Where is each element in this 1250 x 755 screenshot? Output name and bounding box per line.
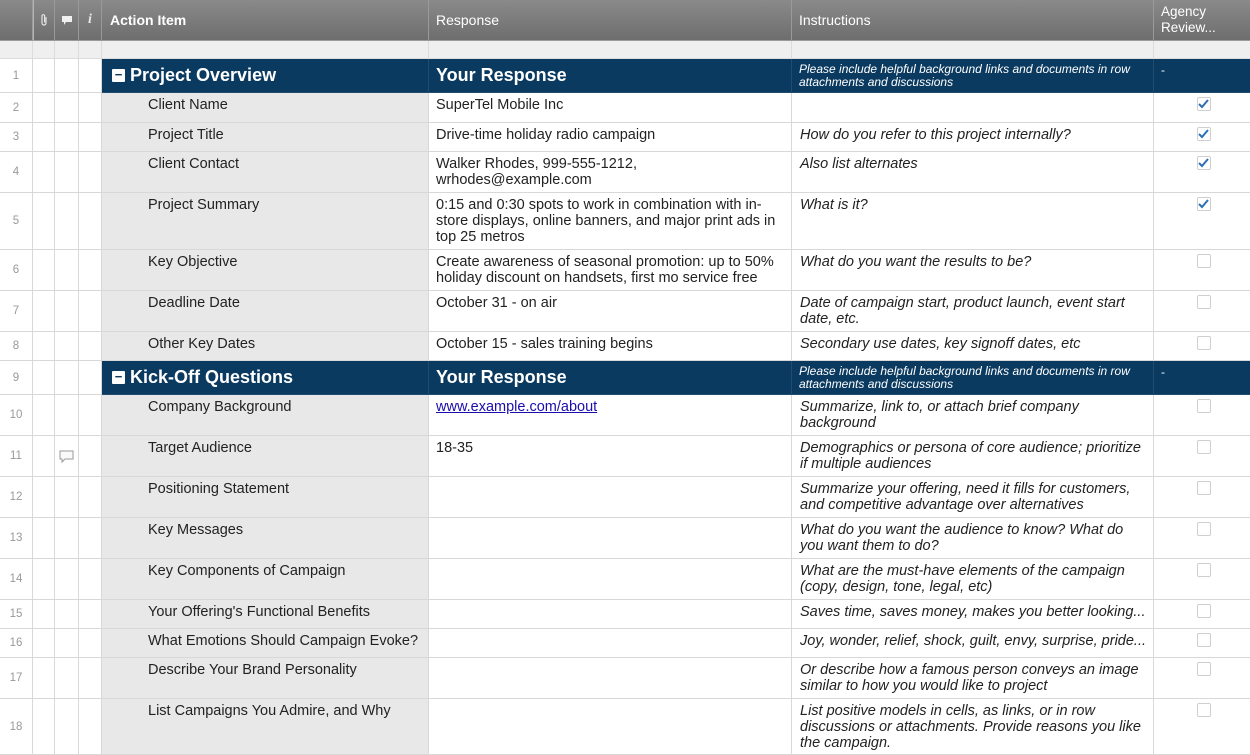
instructions-cell[interactable]: Joy, wonder, relief, shock, guilt, envy, surprise, pride... — [792, 629, 1154, 658]
discussions-column-header[interactable] — [55, 0, 79, 41]
row-number[interactable]: 15 — [0, 600, 33, 629]
discussion-cell[interactable] — [55, 395, 79, 436]
row-number[interactable]: 14 — [0, 559, 33, 600]
attachment-cell[interactable] — [33, 436, 55, 477]
unchecked-checkbox[interactable] — [1197, 522, 1211, 536]
checked-checkbox[interactable] — [1197, 197, 1211, 211]
response-text: October 15 - sales training begins — [436, 336, 653, 352]
row-number[interactable]: 2 — [0, 93, 33, 123]
instructions-cell[interactable]: Date of campaign start, product launch, event start date, etc. — [792, 291, 1154, 332]
response-cell[interactable] — [429, 332, 792, 361]
discussion-cell[interactable] — [55, 291, 79, 332]
action-item-cell[interactable]: Client Contact — [102, 152, 429, 193]
info-cell[interactable] — [79, 332, 102, 361]
response-link[interactable]: www.example.com/about — [436, 399, 598, 415]
table-row[interactable] — [0, 250, 1250, 291]
instructions-cell[interactable]: What is it? — [792, 193, 1154, 250]
row-number[interactable]: 6 — [0, 250, 33, 291]
agency-review-cell[interactable] — [1154, 477, 1250, 518]
agency-review-cell[interactable] — [1154, 93, 1250, 123]
info-cell[interactable] — [79, 658, 102, 699]
section-title-cell[interactable] — [102, 59, 429, 93]
table-row[interactable] — [0, 436, 1250, 477]
collapse-icon[interactable]: − — [112, 69, 125, 82]
discussion-cell[interactable] — [55, 629, 79, 658]
info-cell[interactable] — [79, 477, 102, 518]
attachment-cell[interactable] — [33, 123, 55, 152]
action-item-cell[interactable]: What Emotions Should Campaign Evoke? — [102, 629, 429, 658]
unchecked-checkbox[interactable] — [1197, 563, 1211, 577]
attachments-column-header[interactable] — [33, 0, 55, 41]
action-item-cell[interactable]: Other Key Dates — [102, 332, 429, 361]
row-number[interactable]: 3 — [0, 123, 33, 152]
section-row[interactable] — [0, 361, 1250, 395]
action-item-cell[interactable]: Describe Your Brand Personality — [102, 658, 429, 699]
discussion-cell[interactable] — [55, 250, 79, 291]
comment-icon[interactable] — [59, 450, 74, 464]
attachment-cell[interactable] — [33, 59, 55, 93]
action-item-cell[interactable]: Key Messages — [102, 518, 429, 559]
attachment-cell[interactable] — [33, 250, 55, 291]
table-row[interactable] — [0, 332, 1250, 361]
unchecked-checkbox[interactable] — [1197, 604, 1211, 618]
unchecked-checkbox[interactable] — [1197, 399, 1211, 413]
instructions-column-header[interactable]: Instructions — [792, 0, 1154, 41]
response-cell[interactable] — [429, 123, 792, 152]
attachment-cell[interactable] — [33, 658, 55, 699]
row-number[interactable]: 9 — [0, 361, 33, 395]
response-text: Create awareness of seasonal promotion: up to 50% holiday discount on handsets, first mo service free — [436, 254, 774, 286]
attachment-cell[interactable] — [33, 332, 55, 361]
attachment-cell[interactable] — [33, 518, 55, 559]
discussion-cell[interactable] — [55, 361, 79, 395]
unchecked-checkbox[interactable] — [1197, 662, 1211, 676]
comment-icon — [61, 15, 73, 26]
checked-checkbox[interactable] — [1197, 97, 1211, 111]
row-number[interactable]: 5 — [0, 193, 33, 250]
row-number[interactable]: 1 — [0, 59, 33, 93]
agency-review-cell[interactable] — [1154, 436, 1250, 477]
info-icon: i — [88, 12, 92, 27]
column-header-row — [0, 0, 1250, 41]
instructions-cell[interactable]: Also list alternates — [792, 152, 1154, 193]
response-cell[interactable] — [429, 629, 792, 658]
attachment-cell[interactable] — [33, 699, 55, 755]
table-row[interactable] — [0, 193, 1250, 250]
table-row[interactable] — [0, 629, 1250, 658]
action-item-cell[interactable]: Your Offering's Functional Benefits — [102, 600, 429, 629]
attachment-cell[interactable] — [33, 395, 55, 436]
action-item-cell[interactable]: Deadline Date — [102, 291, 429, 332]
response-text: October 31 - on air — [436, 295, 557, 311]
agency-review-cell[interactable] — [1154, 699, 1250, 755]
action-item-cell[interactable]: Positioning Statement — [102, 477, 429, 518]
unchecked-checkbox[interactable] — [1197, 295, 1211, 309]
response-cell[interactable] — [429, 291, 792, 332]
response-cell[interactable] — [429, 93, 792, 123]
discussion-cell[interactable] — [55, 518, 79, 559]
instructions-cell[interactable]: What do you want the audience to know? What do you want them to do? — [792, 518, 1154, 559]
discussion-cell[interactable] — [55, 559, 79, 600]
action-item-cell[interactable]: Project Summary — [102, 193, 429, 250]
attachment-cell[interactable] — [33, 152, 55, 193]
agency-review-column-header[interactable]: Agency Review... — [1154, 0, 1250, 41]
agency-review-cell[interactable] — [1154, 152, 1250, 193]
action-item-cell[interactable]: Company Background — [102, 395, 429, 436]
table-row[interactable] — [0, 658, 1250, 699]
instructions-cell[interactable]: Summarize your offering, need it fills for customers, and competitive advantage over alternatives — [792, 477, 1154, 518]
agency-review-cell[interactable] — [1154, 395, 1250, 436]
section-instructions-cell[interactable]: Please include helpful background links and documents in row attachments and discussions — [792, 361, 1154, 395]
instructions-cell[interactable]: What are the must-have elements of the campaign (copy, design, tone, legal, etc) — [792, 559, 1154, 600]
row-number[interactable]: 8 — [0, 332, 33, 361]
discussion-cell[interactable] — [55, 59, 79, 93]
info-cell[interactable] — [79, 291, 102, 332]
instructions-cell[interactable]: How do you refer to this project internally? — [792, 123, 1154, 152]
row-number[interactable]: 17 — [0, 658, 33, 699]
row-number[interactable]: 12 — [0, 477, 33, 518]
paperclip-icon — [40, 13, 48, 27]
agency-review-cell[interactable] — [1154, 193, 1250, 250]
unchecked-checkbox[interactable] — [1197, 254, 1211, 268]
agency-review-cell[interactable] — [1154, 629, 1250, 658]
discussion-cell[interactable] — [55, 436, 79, 477]
row-number[interactable]: 13 — [0, 518, 33, 559]
agency-review-cell[interactable] — [1154, 291, 1250, 332]
discussion-cell[interactable] — [55, 193, 79, 250]
info-cell[interactable] — [79, 699, 102, 755]
info-cell[interactable] — [79, 59, 102, 93]
spacer-row — [0, 41, 1250, 59]
table-row[interactable] — [0, 600, 1250, 629]
response-cell[interactable] — [429, 193, 792, 250]
section-instructions-cell[interactable]: Please include helpful background links and documents in row attachments and discussions — [792, 59, 1154, 93]
agency-review-cell[interactable] — [1154, 518, 1250, 559]
action-item-column-header[interactable]: Action Item — [102, 0, 429, 41]
action-item-cell[interactable]: Project Title — [102, 123, 429, 152]
row-number[interactable]: 10 — [0, 395, 33, 436]
agency-review-cell[interactable] — [1154, 123, 1250, 152]
row-number[interactable]: 4 — [0, 152, 33, 193]
discussion-cell[interactable] — [55, 332, 79, 361]
attachment-cell[interactable] — [33, 477, 55, 518]
info-cell[interactable] — [79, 518, 102, 559]
attachment-cell[interactable] — [33, 93, 55, 123]
agency-review-cell[interactable] — [1154, 250, 1250, 291]
instructions-cell[interactable]: Or describe how a famous person conveys an image similar to how you would like to project — [792, 658, 1154, 699]
agency-review-cell[interactable] — [1154, 658, 1250, 699]
agency-review-cell[interactable] — [1154, 559, 1250, 600]
unchecked-checkbox[interactable] — [1197, 633, 1211, 647]
info-cell[interactable] — [79, 436, 102, 477]
attachment-cell[interactable] — [33, 559, 55, 600]
row-number[interactable]: 7 — [0, 291, 33, 332]
section-review-cell[interactable]: - — [1154, 59, 1250, 93]
section-row[interactable] — [0, 59, 1250, 93]
section-review-cell[interactable]: - — [1154, 361, 1250, 395]
info-cell[interactable] — [79, 250, 102, 291]
attachment-cell[interactable] — [33, 193, 55, 250]
unchecked-checkbox[interactable] — [1197, 440, 1211, 454]
table-row[interactable] — [0, 477, 1250, 518]
action-item-cell[interactable]: Client Name — [102, 93, 429, 123]
discussion-cell[interactable] — [55, 658, 79, 699]
discussion-cell[interactable] — [55, 699, 79, 755]
info-cell[interactable] — [79, 123, 102, 152]
section-response-cell[interactable]: Your Response — [429, 361, 792, 395]
instructions-cell[interactable]: Summarize, link to, or attach brief company background — [792, 395, 1154, 436]
response-cell[interactable] — [429, 600, 792, 629]
response-cell[interactable] — [429, 699, 792, 755]
discussion-cell[interactable] — [55, 152, 79, 193]
discussion-cell[interactable] — [55, 477, 79, 518]
agency-review-cell[interactable] — [1154, 600, 1250, 629]
response-cell[interactable] — [429, 658, 792, 699]
attachment-cell[interactable] — [33, 361, 55, 395]
response-cell[interactable] — [429, 395, 792, 436]
info-cell[interactable] — [79, 395, 102, 436]
instructions-cell[interactable]: Secondary use dates, key signoff dates, etc — [792, 332, 1154, 361]
response-cell[interactable] — [429, 250, 792, 291]
info-cell[interactable] — [79, 361, 102, 395]
info-column-header[interactable] — [79, 0, 102, 41]
instructions-cell[interactable]: What do you want the results to be? — [792, 250, 1154, 291]
table-row[interactable] — [0, 559, 1250, 600]
response-text: Walker Rhodes, 999-555-1212, wrhodes@example.com — [436, 156, 637, 188]
instructions-cell[interactable]: Demographics or persona of core audience; prioritize if multiple audiences — [792, 436, 1154, 477]
section-response-cell[interactable]: Your Response — [429, 59, 792, 93]
attachment-cell[interactable] — [33, 629, 55, 658]
response-cell[interactable] — [429, 518, 792, 559]
response-text: SuperTel Mobile Inc — [436, 97, 564, 113]
info-cell[interactable] — [79, 600, 102, 629]
table-row[interactable] — [0, 699, 1250, 755]
checked-checkbox[interactable] — [1197, 127, 1211, 141]
instructions-cell[interactable]: Saves time, saves money, makes you better looking... — [792, 600, 1154, 629]
discussion-cell[interactable] — [55, 123, 79, 152]
table-row[interactable] — [0, 93, 1250, 123]
table-row[interactable] — [0, 518, 1250, 559]
response-cell[interactable] — [429, 152, 792, 193]
response-text: 18-35 — [436, 440, 474, 456]
table-row[interactable] — [0, 152, 1250, 193]
response-column-header[interactable]: Response — [429, 0, 792, 41]
collapse-icon[interactable]: − — [112, 371, 125, 384]
table-row[interactable] — [0, 291, 1250, 332]
row-number-header[interactable] — [0, 0, 33, 41]
info-cell[interactable] — [79, 559, 102, 600]
table-row[interactable] — [0, 395, 1250, 436]
discussion-cell[interactable] — [55, 93, 79, 123]
response-cell[interactable] — [429, 436, 792, 477]
unchecked-checkbox[interactable] — [1197, 336, 1211, 350]
discussion-cell[interactable] — [55, 600, 79, 629]
row-number[interactable]: 16 — [0, 629, 33, 658]
action-item-cell[interactable]: Key Objective — [102, 250, 429, 291]
response-cell[interactable] — [429, 477, 792, 518]
row-number[interactable]: 18 — [0, 699, 33, 755]
action-item-cell[interactable]: List Campaigns You Admire, and Why — [102, 699, 429, 755]
rows-container — [0, 59, 1250, 755]
section-title-cell[interactable] — [102, 361, 429, 395]
instructions-cell[interactable] — [792, 93, 1154, 123]
info-cell[interactable] — [79, 193, 102, 250]
response-text: Drive-time holiday radio campaign — [436, 127, 656, 143]
instructions-cell[interactable]: List positive models in cells, as links, or in row discussions or attachments. Provide reasons you like the campaign. — [792, 699, 1154, 755]
attachment-cell[interactable] — [33, 291, 55, 332]
row-number[interactable]: 11 — [0, 436, 33, 477]
table-row[interactable] — [0, 123, 1250, 152]
response-cell[interactable] — [429, 559, 792, 600]
section-title: Kick-Off Questions — [130, 367, 294, 387]
attachment-cell[interactable] — [33, 600, 55, 629]
info-cell[interactable] — [79, 152, 102, 193]
checked-checkbox[interactable] — [1197, 156, 1211, 170]
action-item-cell[interactable]: Target Audience — [102, 436, 429, 477]
info-cell[interactable] — [79, 629, 102, 658]
response-text: 0:15 and 0:30 spots to work in combination with in-store displays, online banners, and major print ads in top 25 metros — [436, 197, 776, 245]
unchecked-checkbox[interactable] — [1197, 703, 1211, 717]
action-item-cell[interactable]: Key Components of Campaign — [102, 559, 429, 600]
agency-review-cell[interactable] — [1154, 332, 1250, 361]
section-title: Project Overview — [130, 65, 277, 85]
unchecked-checkbox[interactable] — [1197, 481, 1211, 495]
info-cell[interactable] — [79, 93, 102, 123]
